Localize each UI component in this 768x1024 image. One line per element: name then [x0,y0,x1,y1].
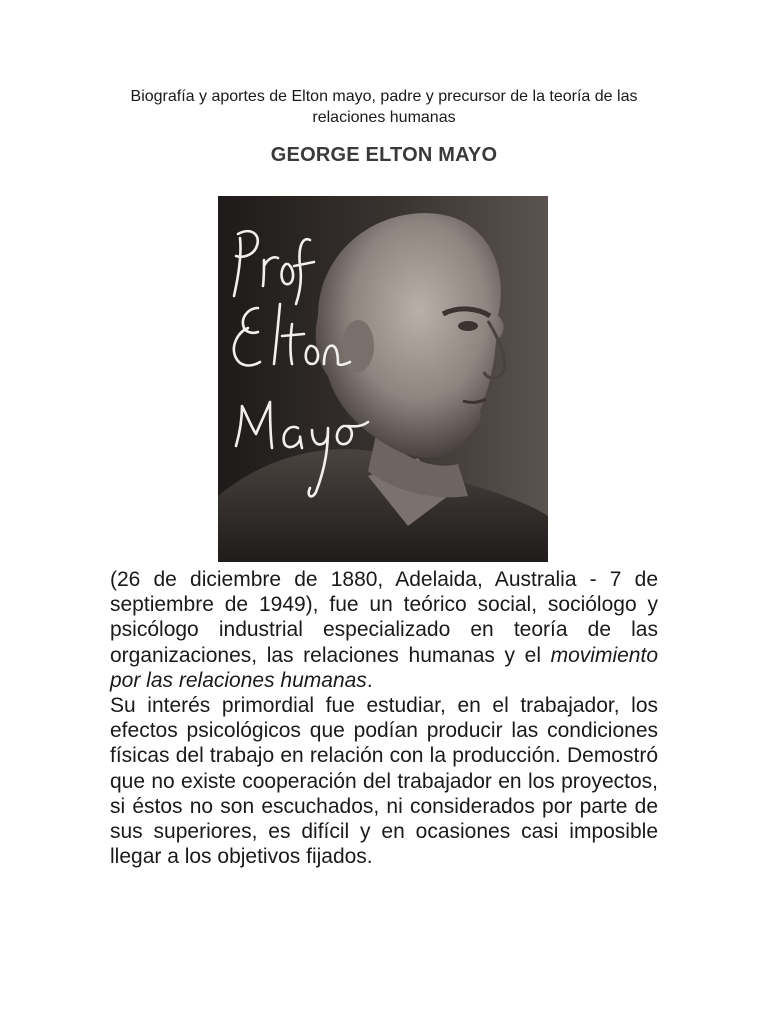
intro-heading: Biografía y aportes de Elton mayo, padre y precursor de la teoría de las relaciones humanas [130,88,638,126]
biography-paragraph-1 [110,567,658,693]
paragraph-1-emphasis: movimiento por las relaciones humanas [110,643,658,692]
portrait-photo [218,196,548,562]
paragraph-1-part-2: . [366,668,373,692]
paragraph-1-part-1: (26 de diciembre de 1880, Adelaida, Australia - 7 de septiembre de 1949), fue un teórico social, sociólogo y psicólogo industrial especializado en teoría de las organizaciones, las relaciones humanas y el [110,568,658,667]
biography-text [110,567,658,869]
biography-paragraph-2: Su interés primordial fue estudiar, en el trabajador, los efectos psicológicos que podían producir las condiciones físicas del trabajo en relación con la producción. Demostró que no existe cooperación del trabajador en los proyectos, si éstos no son escuchados, ni considerados por parte de sus superiores, es difícil y en ocasiones casi imposible llegar a los objetivos fijados. [110,694,658,869]
page-title: GEORGE ELTON MAYO [270,144,498,166]
